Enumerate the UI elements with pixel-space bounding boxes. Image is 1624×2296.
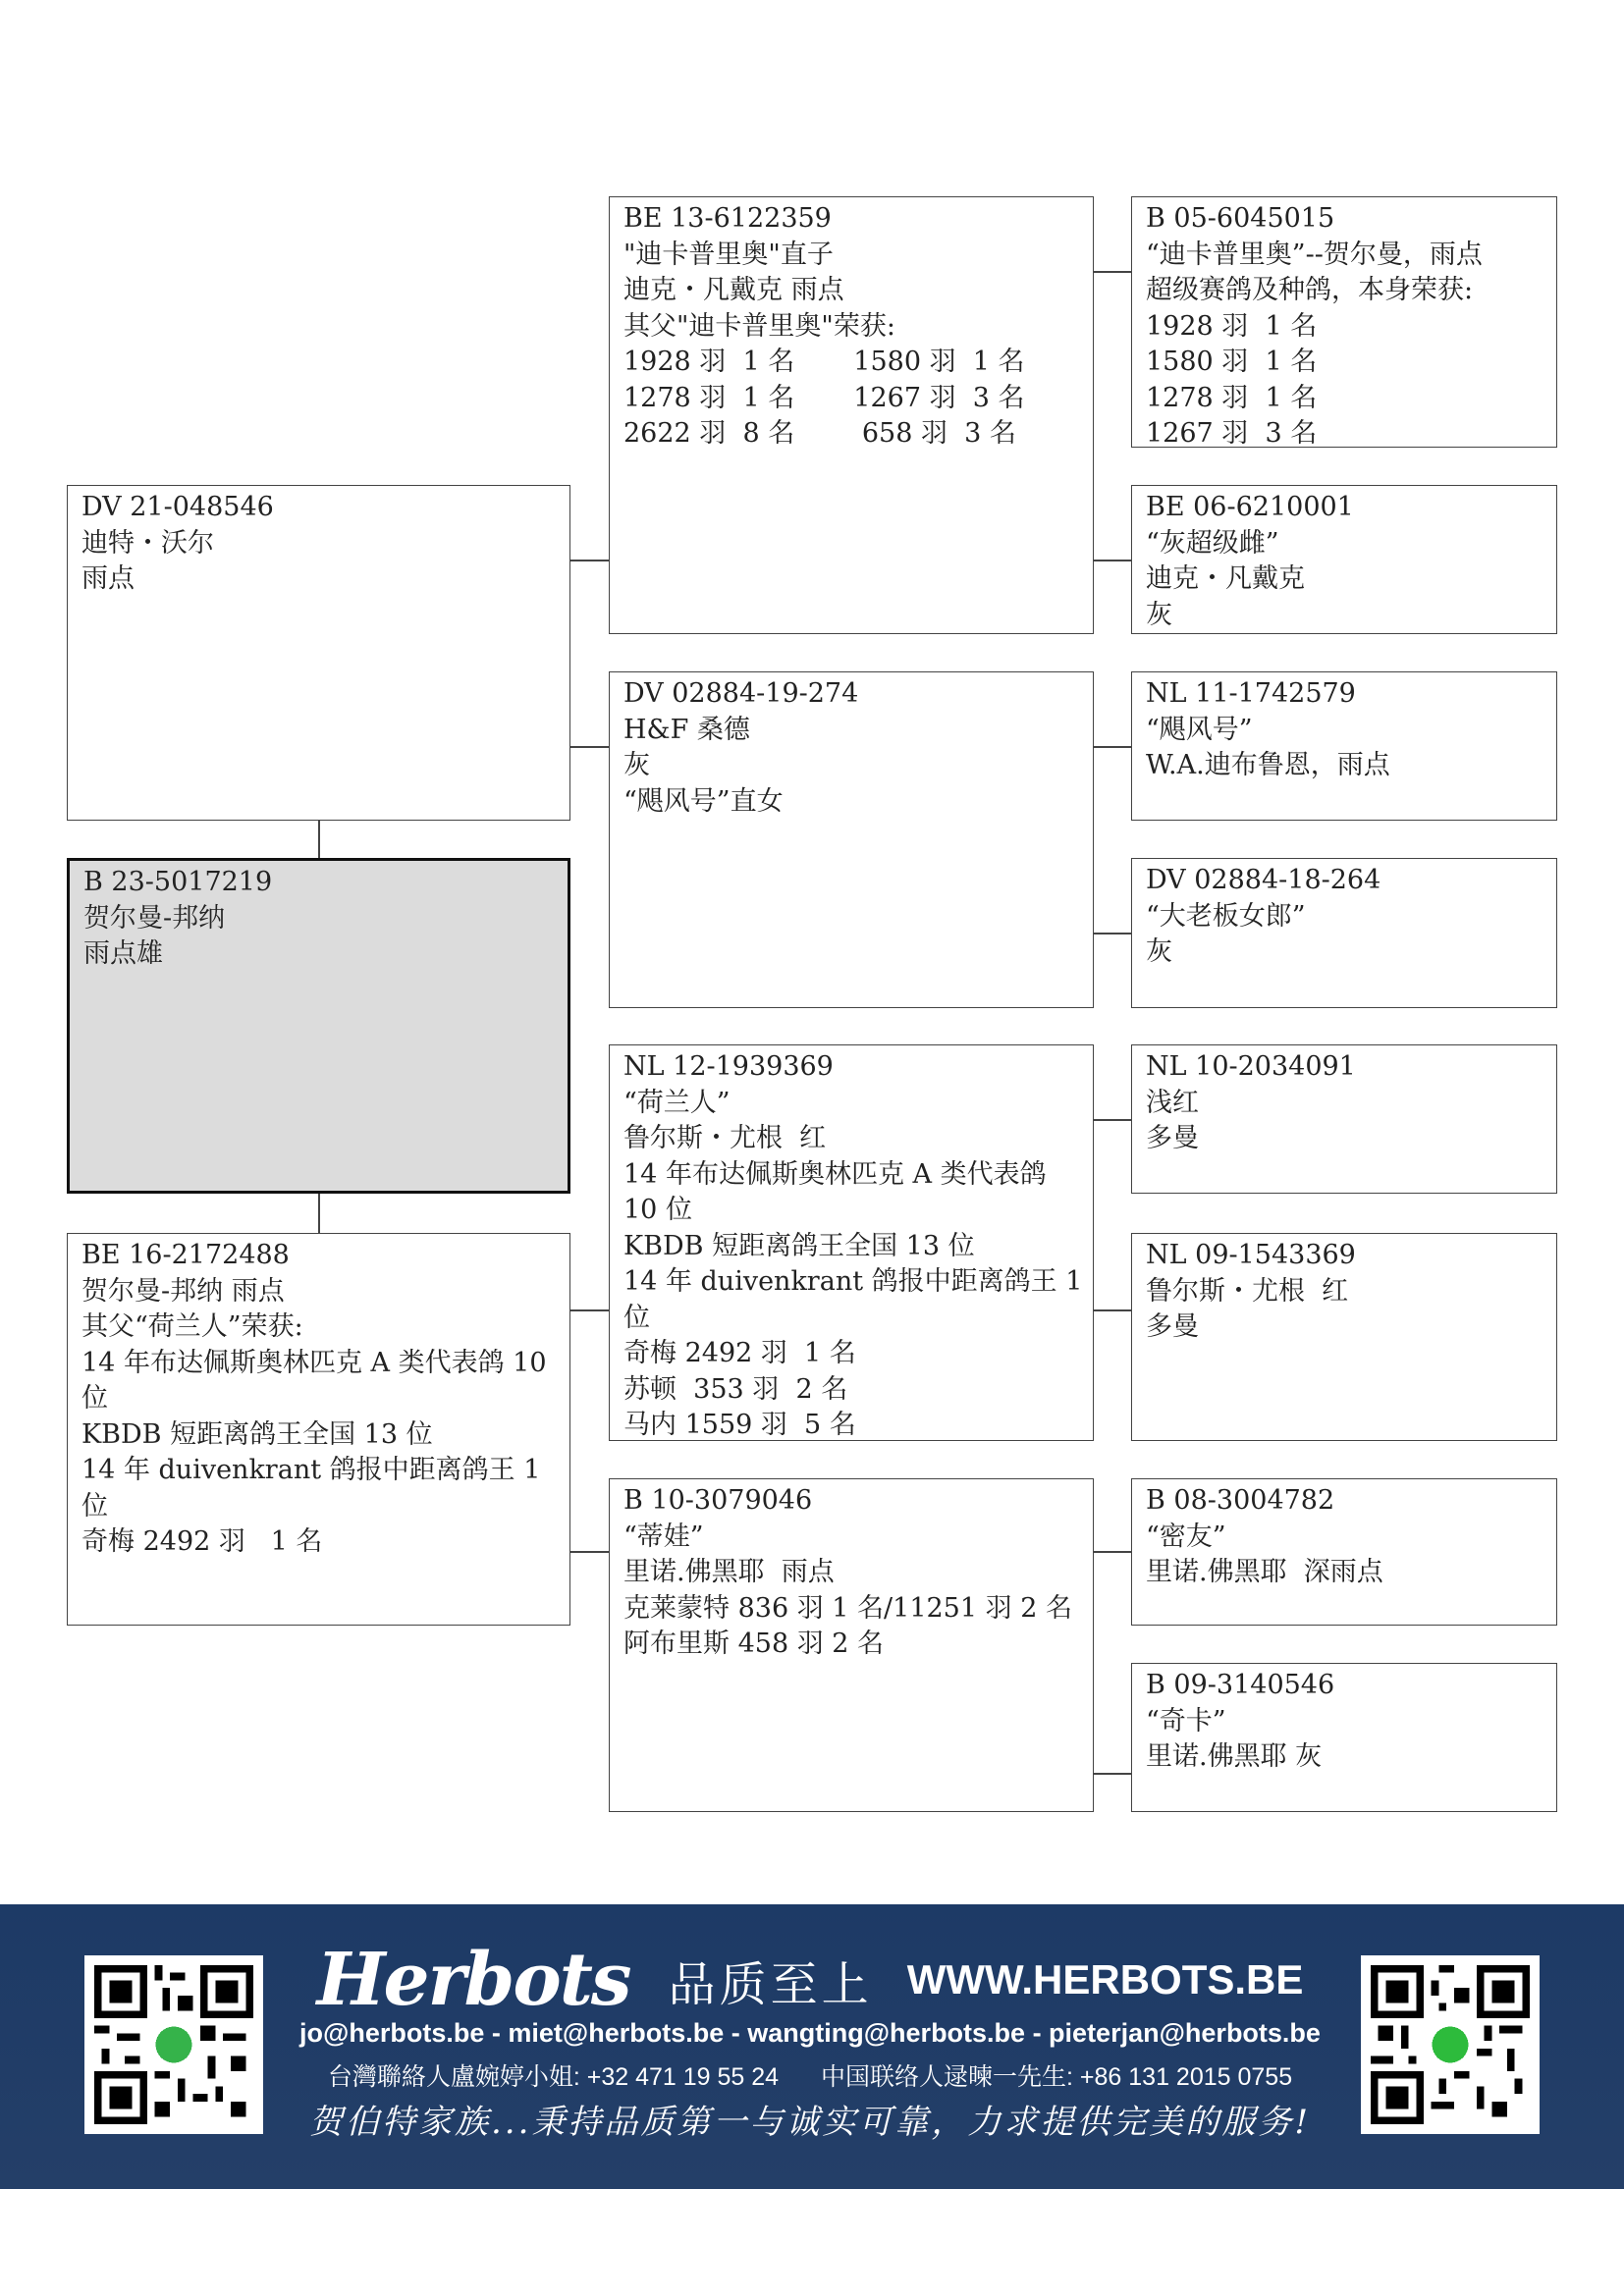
pigeon-info-line: 1928 羽 1 名 1580 羽 1 名 xyxy=(623,347,1025,377)
pigeon-info-line: "迪卡普里奥"直子 xyxy=(623,239,834,270)
pigeon-info-line: 其父"迪卡普里奥"荣获: xyxy=(623,310,895,342)
pigeon-info-line: 14 年 duivenkrant 鸽报中距离鸽王 1 xyxy=(81,1455,541,1485)
email-list[interactable]: jo@herbots.be - miet@herbots.be - wangting@herbots.be - pieterjan@herbots.be xyxy=(299,2018,1321,2048)
sd-dam-box xyxy=(1131,858,1557,1008)
ring-number: NL 09-1543369 xyxy=(1146,1240,1356,1270)
pigeon-info-line: 迪克・凡戴克 雨点 xyxy=(623,275,844,305)
ring-number: NL 11-1742579 xyxy=(1146,678,1356,709)
contact-row xyxy=(295,2057,1326,2093)
connector-line xyxy=(570,1309,609,1311)
dam-sire-box xyxy=(609,1044,1094,1441)
wechat-icon xyxy=(1371,1965,1530,2124)
pigeon-info-line: 阿布里斯 458 羽 2 名 xyxy=(623,1629,885,1659)
sd-sire-box xyxy=(1131,671,1557,821)
ring-number: NL 12-1939369 xyxy=(623,1051,834,1082)
pigeon-info-line: 灰 xyxy=(1146,936,1172,967)
sire-box xyxy=(67,485,570,821)
pigeon-info-line: 里诺.佛黑耶 灰 xyxy=(1146,1741,1323,1772)
ring-number: B 10-3079046 xyxy=(623,1485,813,1516)
pigeon-info-line: 1278 羽 1 名 1267 羽 3 名 xyxy=(623,382,1025,413)
pigeon-info-line: 位 xyxy=(623,1302,650,1333)
pigeon-info-line: 14 年 duivenkrant 鸽报中距离鸽王 1 xyxy=(623,1266,1083,1297)
connector-line xyxy=(1094,1773,1131,1775)
connector-line xyxy=(1094,1119,1131,1121)
ss-dam-box xyxy=(1131,485,1557,634)
pigeon-info-line: “灰超级雌” xyxy=(1146,527,1279,559)
pigeon-info-line: “大老板女郎” xyxy=(1146,900,1306,932)
brand-row xyxy=(295,1938,1326,2022)
pigeon-info-line: 1928 羽 1 名 xyxy=(1146,310,1318,342)
ss-sire-box xyxy=(1131,196,1557,448)
pigeon-info-line: “迪卡普里奥”--贺尔曼，雨点 xyxy=(1146,239,1483,270)
connector-line xyxy=(1094,271,1131,273)
herbots-logo: Herbots xyxy=(316,1938,630,2022)
ring-number: BE 16-2172488 xyxy=(81,1240,290,1270)
dd-sire-box xyxy=(1131,1478,1557,1626)
pigeon-info-line: 马内 1559 羽 5 名 xyxy=(623,1410,856,1440)
pigeon-info-line: 14 年布达佩斯奥林匹克 A 类代表鸽 xyxy=(623,1158,1047,1190)
ring-number: BE 06-6210001 xyxy=(1146,492,1354,522)
connector-line xyxy=(318,821,320,858)
ring-number: B 09-3140546 xyxy=(1146,1670,1335,1700)
connector-line xyxy=(1094,933,1131,934)
pigeon-info-line: 迪特・沃尔 xyxy=(81,527,214,559)
sire-sire-box xyxy=(609,196,1094,634)
ring-number: B 08-3004782 xyxy=(1146,1485,1335,1516)
pigeon-info-line: 灰 xyxy=(1146,599,1172,630)
ring-number: DV 02884-18-264 xyxy=(1146,865,1381,895)
pigeon-info-line: “奇卡” xyxy=(1146,1705,1226,1736)
ring-number: B 23-5017219 xyxy=(83,867,273,897)
qr-code-wechat[interactable] xyxy=(1361,1955,1540,2134)
pigeon-info-line: 鲁尔斯・尤根 红 xyxy=(1146,1275,1349,1307)
dd-dam-box xyxy=(1131,1663,1557,1812)
pigeon-info-line: W.A.迪布鲁恩，雨点 xyxy=(1146,750,1390,780)
pigeon-info-line: 1267 羽 3 名 xyxy=(1146,418,1318,448)
pigeon-info-line: “荷兰人” xyxy=(623,1087,731,1118)
pigeon-info-line: 1580 羽 1 名 xyxy=(1146,347,1318,377)
pigeon-info-line: 灰 xyxy=(623,750,650,780)
pigeon-info-line: 多曼 xyxy=(1146,1311,1199,1342)
connector-line xyxy=(1094,560,1131,561)
pigeon-info-line: 雨点 xyxy=(81,563,135,594)
tagline: 品质至上 xyxy=(668,1956,873,2012)
connector-line xyxy=(1094,1551,1131,1553)
connector-line xyxy=(1094,1309,1131,1311)
pigeon-info-line: 苏顿 353 羽 2 名 xyxy=(623,1373,848,1405)
pigeon-info-line: 克莱蒙特 836 羽 1 名/11251 羽 2 名 xyxy=(623,1592,1072,1624)
pigeon-info-line: 里诺.佛黑耶 雨点 xyxy=(623,1557,835,1587)
pigeon-info-line: “飓风号” xyxy=(1146,714,1253,745)
pigeon-info-line: 超级赛鸽及种鸽，本身荣获: xyxy=(1146,275,1474,305)
subject-pigeon-box xyxy=(67,858,570,1194)
pigeon-info-line: 多曼 xyxy=(1146,1123,1199,1153)
connector-line xyxy=(570,560,609,561)
pigeon-info-line: H&F 桑德 xyxy=(623,714,750,745)
contact-taiwan: 台灣聯絡人盧婉婷小姐: +32 471 19 55 24 xyxy=(327,2063,780,2091)
pigeon-info-line: 奇梅 2492 羽 1 名 xyxy=(81,1526,323,1557)
qr-code-line[interactable] xyxy=(84,1955,263,2134)
sire-dam-box xyxy=(609,671,1094,1008)
pigeon-info-line: 10 位 xyxy=(623,1195,692,1225)
pigeon-info-line: “蒂娃” xyxy=(623,1521,704,1552)
pigeon-info-line: 贺尔曼-邦纳 雨点 xyxy=(81,1275,285,1307)
dam-dam-box xyxy=(609,1478,1094,1812)
connector-line xyxy=(570,746,609,748)
footer-banner xyxy=(0,1904,1624,2189)
pigeon-info-line: KBDB 短距离鸽王全国 13 位 xyxy=(623,1230,975,1261)
pigeon-info-line: 位 xyxy=(81,1490,108,1522)
ds-sire-box xyxy=(1131,1044,1557,1194)
contact-china: 中国联络人逯暕一先生: +86 131 2015 0755 xyxy=(821,2063,1293,2091)
pigeon-info-line: KBDB 短距离鸽王全国 13 位 xyxy=(81,1418,433,1450)
website-link[interactable]: WWW.HERBOTS.BE xyxy=(906,1956,1304,2002)
pigeon-info-line: 位 xyxy=(81,1383,108,1414)
pigeon-info-line: 里诺.佛黑耶 深雨点 xyxy=(1146,1557,1383,1587)
dam-box xyxy=(67,1233,570,1626)
pigeon-info-line: 其父“荷兰人”荣获: xyxy=(81,1311,303,1342)
pigeon-info-line: 2622 羽 8 名 658 羽 3 名 xyxy=(623,418,1016,449)
pigeon-info-line: “飓风号”直女 xyxy=(623,785,784,817)
motto: 贺伯特家族...秉持品质第一与诚实可靠，力求提供完美的服务! xyxy=(308,2103,1312,2142)
pigeon-info-line: 迪克・凡戴克 xyxy=(1146,563,1305,594)
pigeon-info-line: 浅红 xyxy=(1146,1087,1199,1118)
pigeon-info-line: 鲁尔斯・尤根 红 xyxy=(623,1123,827,1153)
connector-line xyxy=(1094,746,1131,748)
connector-line xyxy=(318,1194,320,1233)
ds-dam-box xyxy=(1131,1233,1557,1441)
pigeon-info-line: 贺尔曼-邦纳 xyxy=(83,902,226,934)
pigeon-info-line: 14 年布达佩斯奥林匹克 A 类代表鸽 10 xyxy=(81,1347,547,1378)
ring-number: DV 02884-19-274 xyxy=(623,678,859,709)
ring-number: BE 13-6122359 xyxy=(623,203,832,234)
pigeon-info-line: 雨点雄 xyxy=(83,938,163,969)
ring-number: DV 21-048546 xyxy=(81,492,274,522)
pigeon-info-line: 1278 羽 1 名 xyxy=(1146,382,1318,413)
line-icon xyxy=(94,1965,253,2124)
ring-number: B 05-6045015 xyxy=(1146,203,1335,234)
pigeon-info-line: 奇梅 2492 羽 1 名 xyxy=(623,1338,856,1368)
connector-line xyxy=(570,1551,609,1553)
pigeon-info-line: “密友” xyxy=(1146,1521,1226,1552)
ring-number: NL 10-2034091 xyxy=(1146,1051,1356,1082)
